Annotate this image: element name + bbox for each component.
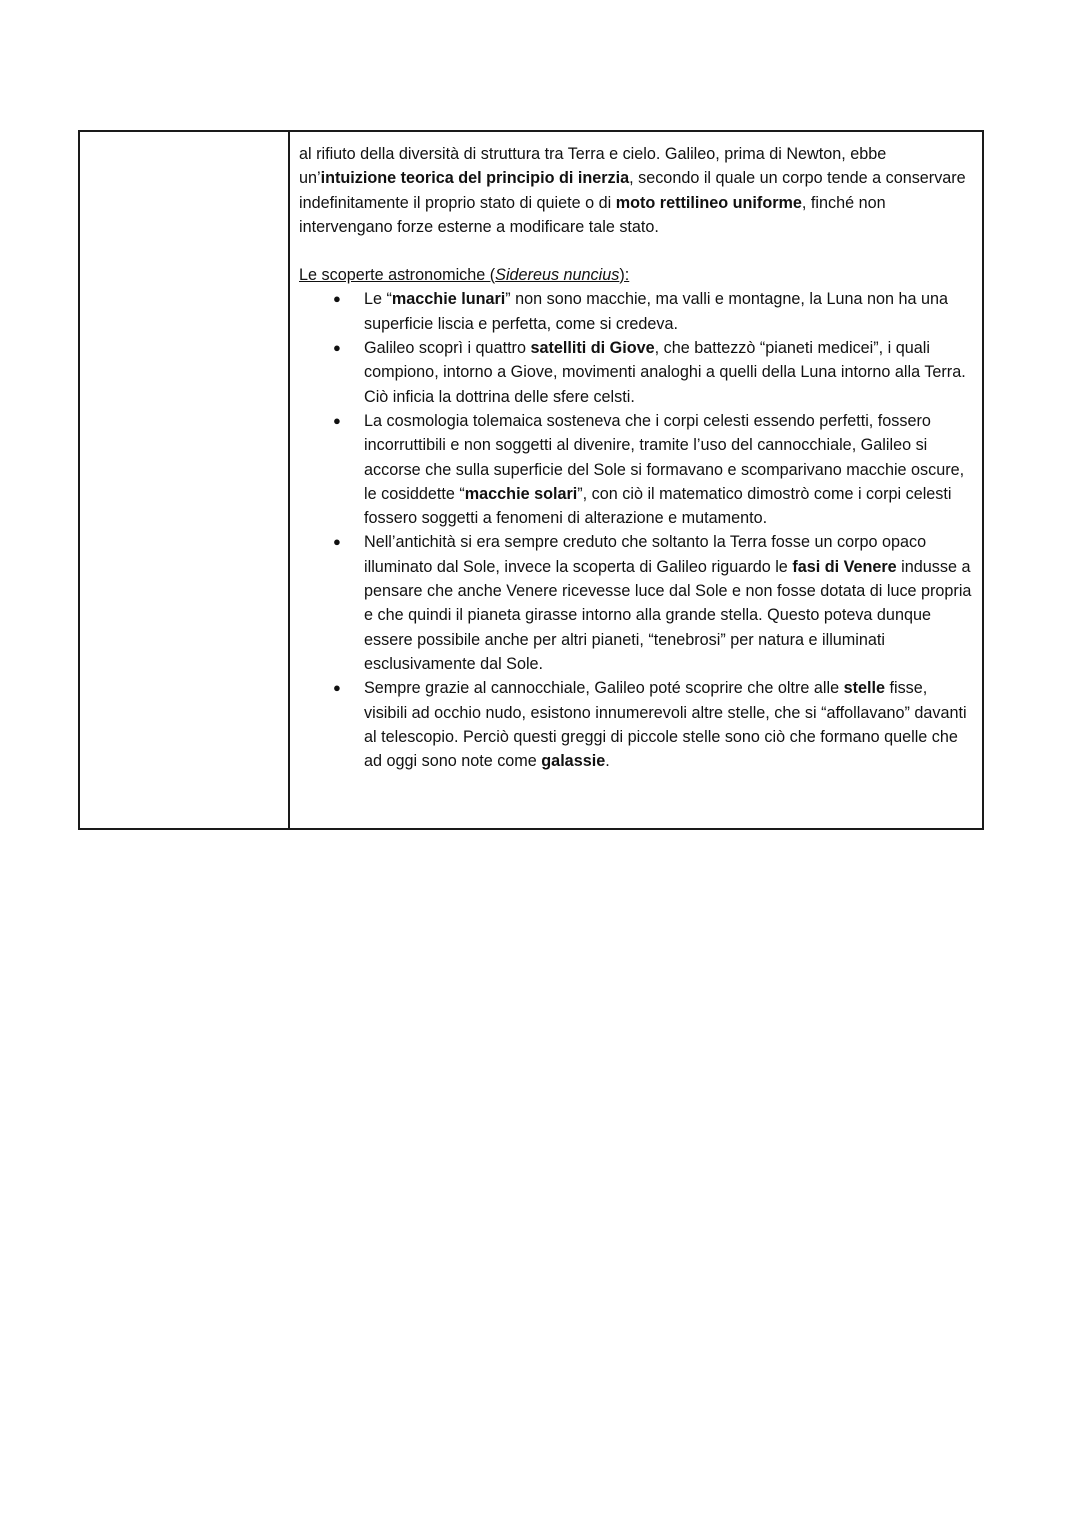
list-item: ● Galileo scoprì i quattro satelliti di Giove, che battezzò “pianeti medicei”, i quali compiono, intorno a Giove, movimenti analoghi a quelli della Luna intorno alla Terra. Ciò inficia la dottrina delle sfere celsti. xyxy=(299,336,974,409)
list-item: ● La cosmologia tolemaica sosteneva che i corpi celesti essendo perfetti, fossero incorruttibili e non soggetti al divenire, tramite l’uso del cannocchiale, Galileo si accorse che sulla superficie del Sole si formavano e scomparivano macchie oscure, le cosiddette “macchie solari”, con ciò il matematico dimostrò come i corpi celesti fossero soggetti a fenomeni di alterazione e mutamento. xyxy=(299,409,974,530)
list-item: ● Nell’antichità si era sempre creduto che soltanto la Terra fosse un corpo opaco illuminato dal Sole, invece la scoperta di Galileo riguardo le fasi di Venere indusse a pensare che anche Venere ricevesse luce dal Sole e non fosse dotata di luce propria e che quindi il pianeta girasse intorno alla grande stella. Questo poteva dunque essere possibile anche per altri pianeti, “tenebrosi” per natura e illuminati esclusivamente dal Sole. xyxy=(299,530,974,676)
list-item: ● Le “macchie lunari” non sono macchie, ma valli e montagne, la Luna non ha una superficie liscia e perfetta, come si credeva. xyxy=(299,287,974,336)
term-galaxies: galassie xyxy=(541,752,606,771)
table-right-cell xyxy=(290,132,982,828)
term-inertia: intuizione teorica del principio di inerzia xyxy=(320,169,630,188)
bullet-icon: ● xyxy=(333,534,341,550)
discoveries-list xyxy=(299,287,974,773)
table-left-cell xyxy=(80,132,290,828)
list-item: ● Sempre grazie al cannocchiale, Galileo poté scoprire che oltre alle stelle fisse, visibili ad occhio nudo, esistono innumerevoli altre stelle, che si “affollavano” davanti al telescopio. Perciò questi greggi di piccole stelle sono ciò che formano quelle che ad oggi sono note come galassie. xyxy=(299,676,974,773)
term-uniform-motion: moto rettilineo uniforme xyxy=(615,193,802,212)
term-jupiter-satellites: satelliti di Giove xyxy=(530,339,655,358)
bullet-icon: ● xyxy=(333,412,341,428)
bullet-icon: ● xyxy=(333,291,341,307)
term-solar-spots: macchie solari xyxy=(464,484,578,503)
term-lunar-spots: macchie lunari xyxy=(391,290,506,309)
section-heading: Le scoperte astronomiche (Sidereus nuncius): xyxy=(299,266,630,285)
bullet-icon: ● xyxy=(333,340,341,356)
term-venus-phases: fasi di Venere xyxy=(792,557,897,576)
notes-table xyxy=(78,130,984,830)
bullet-icon: ● xyxy=(333,680,341,696)
intro-paragraph: al rifiuto della diversità di struttura tra Terra e cielo. Galileo, prima di Newton, ebbe un’intuizione teorica del principio di inerzia, secondo il quale un corpo tende a conservare indefinitamente il proprio stato di quiete o di moto rettilineo uniforme, finché non intervengano forze esterne a modificare tale stato. xyxy=(299,145,966,236)
term-stars: stelle xyxy=(843,679,885,698)
heading-italic-title: Sidereus nuncius xyxy=(495,266,620,285)
